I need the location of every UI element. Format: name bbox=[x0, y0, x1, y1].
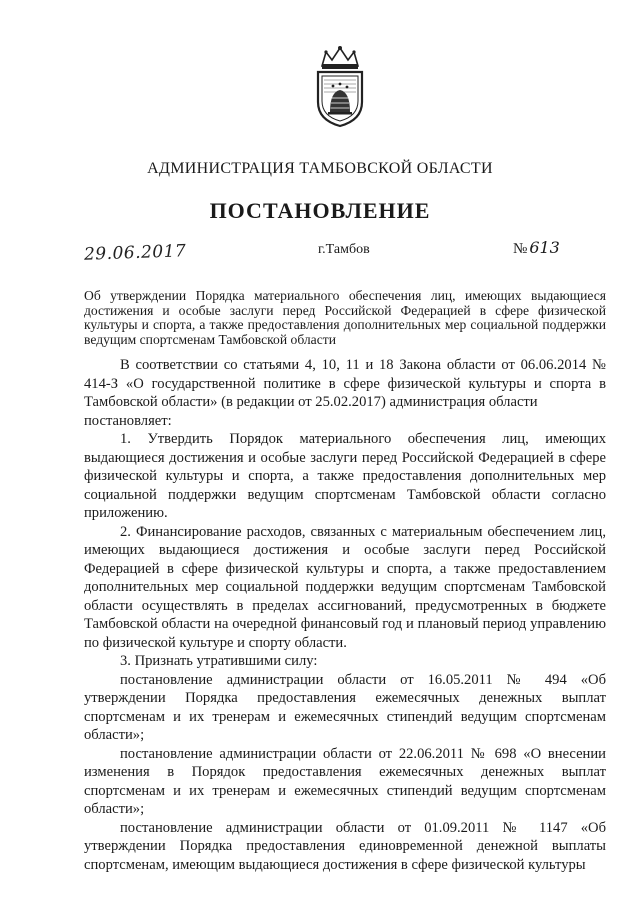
item-3: 3. Признать утратившими силу: bbox=[120, 653, 318, 669]
item-3b: постановление администрации области от 22.06.2011 № 698 «О внесении изменения в Порядок предоставления ежемесячных денежных выплат спортсменам и их тренерам и ежемесячных стипендий ведущим спортсменам области»; bbox=[84, 745, 606, 817]
resolves-line: постановляет: bbox=[84, 412, 172, 429]
item-1: 1. Утвердить Порядок материального обеспечения лиц, имеющих выдающиеся достижения и особые заслуги перед Российской Федерацией в сфере физической культуры и спорта, а также предоставления дополнительных мер социальной поддержки ведущим спортсменам Тамбовской области согласно приложению. bbox=[84, 431, 606, 521]
document-body bbox=[84, 356, 606, 874]
number-label: № bbox=[513, 241, 528, 257]
coat-of-arms-icon bbox=[314, 44, 366, 128]
document-type: ПОСТАНОВЛЕНИЕ bbox=[209, 198, 431, 223]
organization-name: АДМИНИСТРАЦИЯ ТАМБОВСКОЙ ОБЛАСТИ bbox=[147, 160, 493, 177]
document-subject: Об утверждении Порядка материального обеспечения лиц, имеющих выдающиеся достижения и особые заслуги перед Российской Федерацией в сфере физической культуры и спорта, а также предоставления дополнительных мер социальной поддержки ведущим спортсменам Тамбовской области bbox=[84, 288, 606, 347]
document-city: г.Тамбов bbox=[318, 242, 370, 257]
item-3a: постановление администрации области от 16.05.2011 № 494 «Об утверждении Порядка предоставления ежемесячных денежных выплат спортсменам и их тренерам и ежемесячных стипендий ведущим спортсменам области»; bbox=[84, 671, 606, 743]
item-3c: постановление администрации области от 01.09.2011 № 1147 «Об утверждении Порядка предоставления единовременной денежной выплаты спортсменам, имеющим выдающиеся достижения в сфере физической культуры bbox=[84, 819, 606, 873]
intro-paragraph: В соответствии со статьями 4, 10, 11 и 18 Закона области от 06.06.2014 № 414-З «О государственной политике в сфере физической культуры и спорта в Тамбовской области» (в редакции от 25.02.2017) администрация области bbox=[84, 357, 606, 410]
document-date: 29.06.2017 bbox=[83, 241, 187, 265]
document-number bbox=[513, 238, 560, 258]
item-2: 2. Финансирование расходов, связанных с материальным обеспечением лиц, имеющих выдающиеся достижения и особые заслуги перед Российской Федерацией в сфере физической культуры и спорта, а также предоставлением дополнительных мер социальной поддержки ведущим спортсменам Тамбовской области осуществлять в пределах ассигнований, предусмотренных в бюджете Тамбовской области на очередной финансовый год и плановый период управлению по физической культуре и спорту области. bbox=[84, 523, 606, 651]
number-value: 613 bbox=[529, 238, 560, 257]
